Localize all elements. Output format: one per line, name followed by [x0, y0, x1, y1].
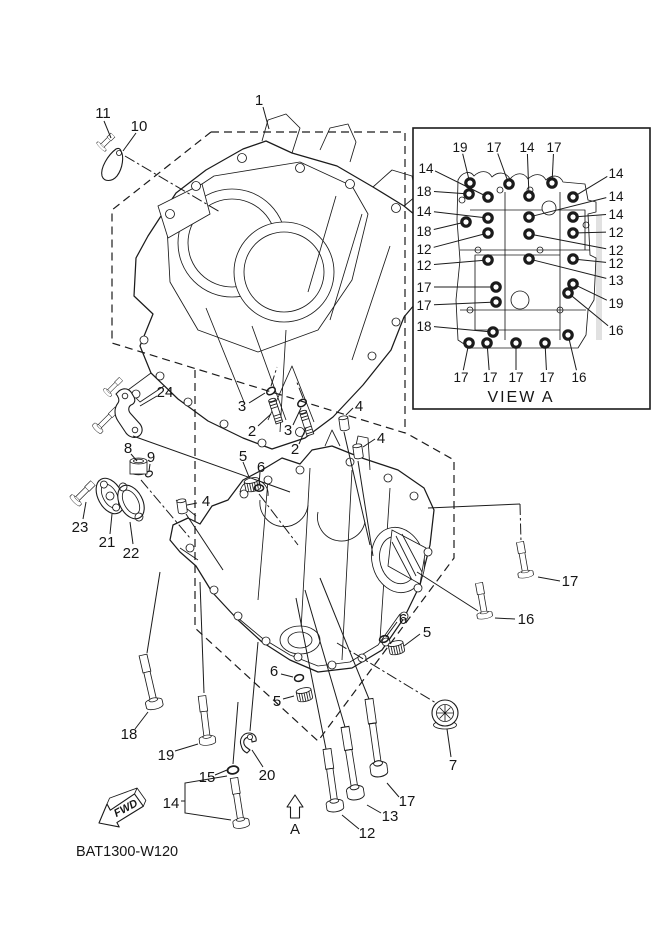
- part-callout-9: 9: [146, 449, 156, 466]
- part-callout-4: 4: [376, 430, 386, 447]
- view-a-bolt-point: [569, 280, 577, 288]
- leader-line: [83, 502, 86, 519]
- view-a-bolt-point: [541, 339, 549, 347]
- part-callout-3: 3: [283, 422, 293, 439]
- part-callout-6: 6: [398, 611, 408, 628]
- leader-line: [123, 133, 136, 151]
- part-callout-22: 22: [122, 545, 140, 562]
- leader-line: [104, 121, 111, 138]
- view-a-bolt-point: [484, 256, 492, 264]
- leader-line: [428, 504, 520, 508]
- part-callout-5: 5: [422, 624, 432, 641]
- part-callout-6: 6: [256, 459, 266, 476]
- section-marker: [287, 795, 303, 838]
- view-a-bolt-point: [548, 179, 556, 187]
- leader-line: [252, 750, 263, 767]
- view-a-bolt-point: [484, 229, 492, 237]
- leader-line: [387, 783, 399, 797]
- view-a-bolt-point: [525, 230, 533, 238]
- view-a-bolt-point: [489, 328, 497, 336]
- lower-crankcase-drawing: [170, 430, 434, 672]
- bolt-17-right: [512, 541, 533, 579]
- view-a-bolt-point: [564, 331, 572, 339]
- view-a-callout-17: 17: [486, 140, 502, 155]
- view-a-callout-14: 14: [416, 204, 432, 219]
- view-a-callout-14: 14: [608, 207, 624, 222]
- bolt-19: [194, 695, 216, 746]
- part-callout-17: 17: [561, 573, 579, 590]
- leader-line: [363, 439, 375, 447]
- part-callout-8: 8: [123, 440, 133, 457]
- view-a-callout-14: 14: [608, 189, 624, 204]
- view-a-bolt-point: [492, 298, 500, 306]
- oil-plug-7: [432, 700, 458, 729]
- view-a-callout-16: 16: [608, 323, 624, 338]
- section-marker-label: A: [289, 821, 301, 838]
- view-a-bolt-point: [484, 214, 492, 222]
- part-callout-11: 11: [95, 105, 111, 122]
- part-callout-16: 16: [517, 611, 535, 628]
- bolt-12: [319, 748, 345, 813]
- fwd-badge: [91, 784, 151, 835]
- leader-line: [520, 504, 521, 542]
- fwd-badge-label: FWD: [112, 797, 140, 820]
- up-arrow-icon: [287, 795, 303, 818]
- part-callout-4: 4: [354, 398, 364, 415]
- view-a-bolt-point: [505, 180, 513, 188]
- view-a-bolt-point: [525, 192, 533, 200]
- leader-line: [346, 408, 353, 415]
- view-a-bolt-point: [466, 179, 474, 187]
- dowel-4b: [353, 443, 364, 459]
- leader-line: [404, 634, 420, 646]
- view-a-callout-17: 17: [416, 280, 432, 295]
- bolt-16: [471, 582, 492, 620]
- part-callout-5: 5: [238, 448, 248, 465]
- view-a-callout-17: 17: [453, 370, 469, 385]
- view-a-bolt-point: [465, 339, 473, 347]
- view-a-callout-19: 19: [608, 296, 624, 311]
- leader-line: [215, 770, 227, 775]
- view-a-bolt-point: [465, 190, 473, 198]
- leader-line: [283, 696, 294, 699]
- view-a-callout-17: 17: [416, 298, 432, 313]
- leader-line: [185, 801, 231, 820]
- bolt-23: [69, 478, 98, 507]
- view-a-callout-14: 14: [418, 161, 434, 176]
- view-a-callout-12: 12: [608, 243, 624, 258]
- view-a-bolt-point: [569, 229, 577, 237]
- view-a-callout-12: 12: [416, 242, 432, 257]
- bolt-13: [337, 726, 365, 801]
- view-a-callout-12: 12: [608, 256, 624, 271]
- view-a-title: VIEW A: [487, 389, 555, 406]
- leader-line: [538, 577, 560, 581]
- leader-line: [147, 572, 160, 653]
- view-a-callout-18: 18: [416, 319, 432, 334]
- view-a-callout-14: 14: [608, 166, 624, 181]
- view-a-callout-17: 17: [539, 370, 555, 385]
- part-callout-21: 21: [98, 534, 116, 551]
- part-callout-12: 12: [358, 825, 376, 842]
- dowel-4c: [177, 498, 188, 514]
- leader-line: [250, 642, 258, 731]
- view-a-bolt-point: [462, 218, 470, 226]
- view-a-bolt-point: [492, 283, 500, 291]
- view-a-callout-18: 18: [416, 184, 432, 199]
- view-a-callout-19: 19: [452, 140, 468, 155]
- part-callout-2: 2: [247, 423, 257, 440]
- leader-line: [495, 618, 515, 619]
- oring-15: [227, 765, 239, 774]
- dowel-4a: [339, 415, 350, 431]
- part-callout-14: 14: [162, 795, 180, 812]
- part-callout-18: 18: [120, 726, 138, 743]
- view-a-callout-14: 14: [519, 140, 535, 155]
- part-callout-23: 23: [71, 519, 89, 536]
- view-a-callout-16: 16: [571, 370, 587, 385]
- leader-line: [281, 674, 293, 677]
- leader-line: [367, 805, 381, 813]
- view-a-callout-13: 13: [608, 273, 624, 288]
- bolt-14: [226, 777, 250, 830]
- part-callout-13: 13: [381, 808, 399, 825]
- view-a-bolt-point: [569, 213, 577, 221]
- oring-6c: [294, 674, 305, 683]
- part-callout-15: 15: [198, 769, 216, 786]
- view-a-bolt-point: [525, 255, 533, 263]
- part-callout-3: 3: [237, 398, 247, 415]
- part-callout-10: 10: [130, 118, 148, 135]
- view-a-callout-12: 12: [608, 225, 624, 240]
- leader-line: [447, 729, 451, 757]
- leader-line: [200, 582, 204, 693]
- leader-line: [342, 815, 359, 829]
- part-callout-2: 2: [290, 441, 300, 458]
- leader-line: [130, 522, 133, 544]
- part-callout-24: 24: [156, 384, 174, 401]
- leader-line: [175, 744, 198, 751]
- drawing-code: BAT1300-W120: [76, 844, 179, 860]
- view-a-bolt-point: [484, 193, 492, 201]
- gasket-10: [102, 148, 123, 180]
- clamp-20: [240, 733, 256, 753]
- view-a-callout-17: 17: [482, 370, 498, 385]
- leader-line: [110, 514, 112, 534]
- view-a-callout-17: 17: [508, 370, 524, 385]
- part-callout-1: 1: [254, 92, 264, 109]
- bolt-17-bottom: [361, 698, 389, 778]
- bolt-18: [135, 653, 164, 711]
- part-callout-5: 5: [272, 693, 282, 710]
- part-callout-19: 19: [157, 747, 175, 764]
- leader-line: [140, 396, 157, 406]
- part-callout-4: 4: [201, 493, 211, 510]
- view-a-bolt-point: [512, 339, 520, 347]
- part-callout-17: 17: [398, 793, 416, 810]
- view-a-bolt-point: [483, 339, 491, 347]
- view-a-callout-12: 12: [416, 258, 432, 273]
- view-a-bolt-point: [564, 289, 572, 297]
- view-a-inset: [413, 128, 650, 409]
- part-callout-20: 20: [258, 767, 276, 784]
- part-callout-6: 6: [269, 663, 279, 680]
- view-a-callout-18: 18: [416, 224, 432, 239]
- part-callout-7: 7: [448, 757, 458, 774]
- grommet-8: [130, 458, 147, 475]
- view-a-bolt-point: [525, 213, 533, 221]
- view-a-bolt-point: [569, 255, 577, 263]
- leader-line: [417, 572, 478, 611]
- view-a-callout-17: 17: [546, 140, 562, 155]
- leader-line: [233, 702, 238, 764]
- screw-11: [96, 131, 117, 152]
- plug-5c: [296, 686, 313, 702]
- view-a-bolt-point: [569, 193, 577, 201]
